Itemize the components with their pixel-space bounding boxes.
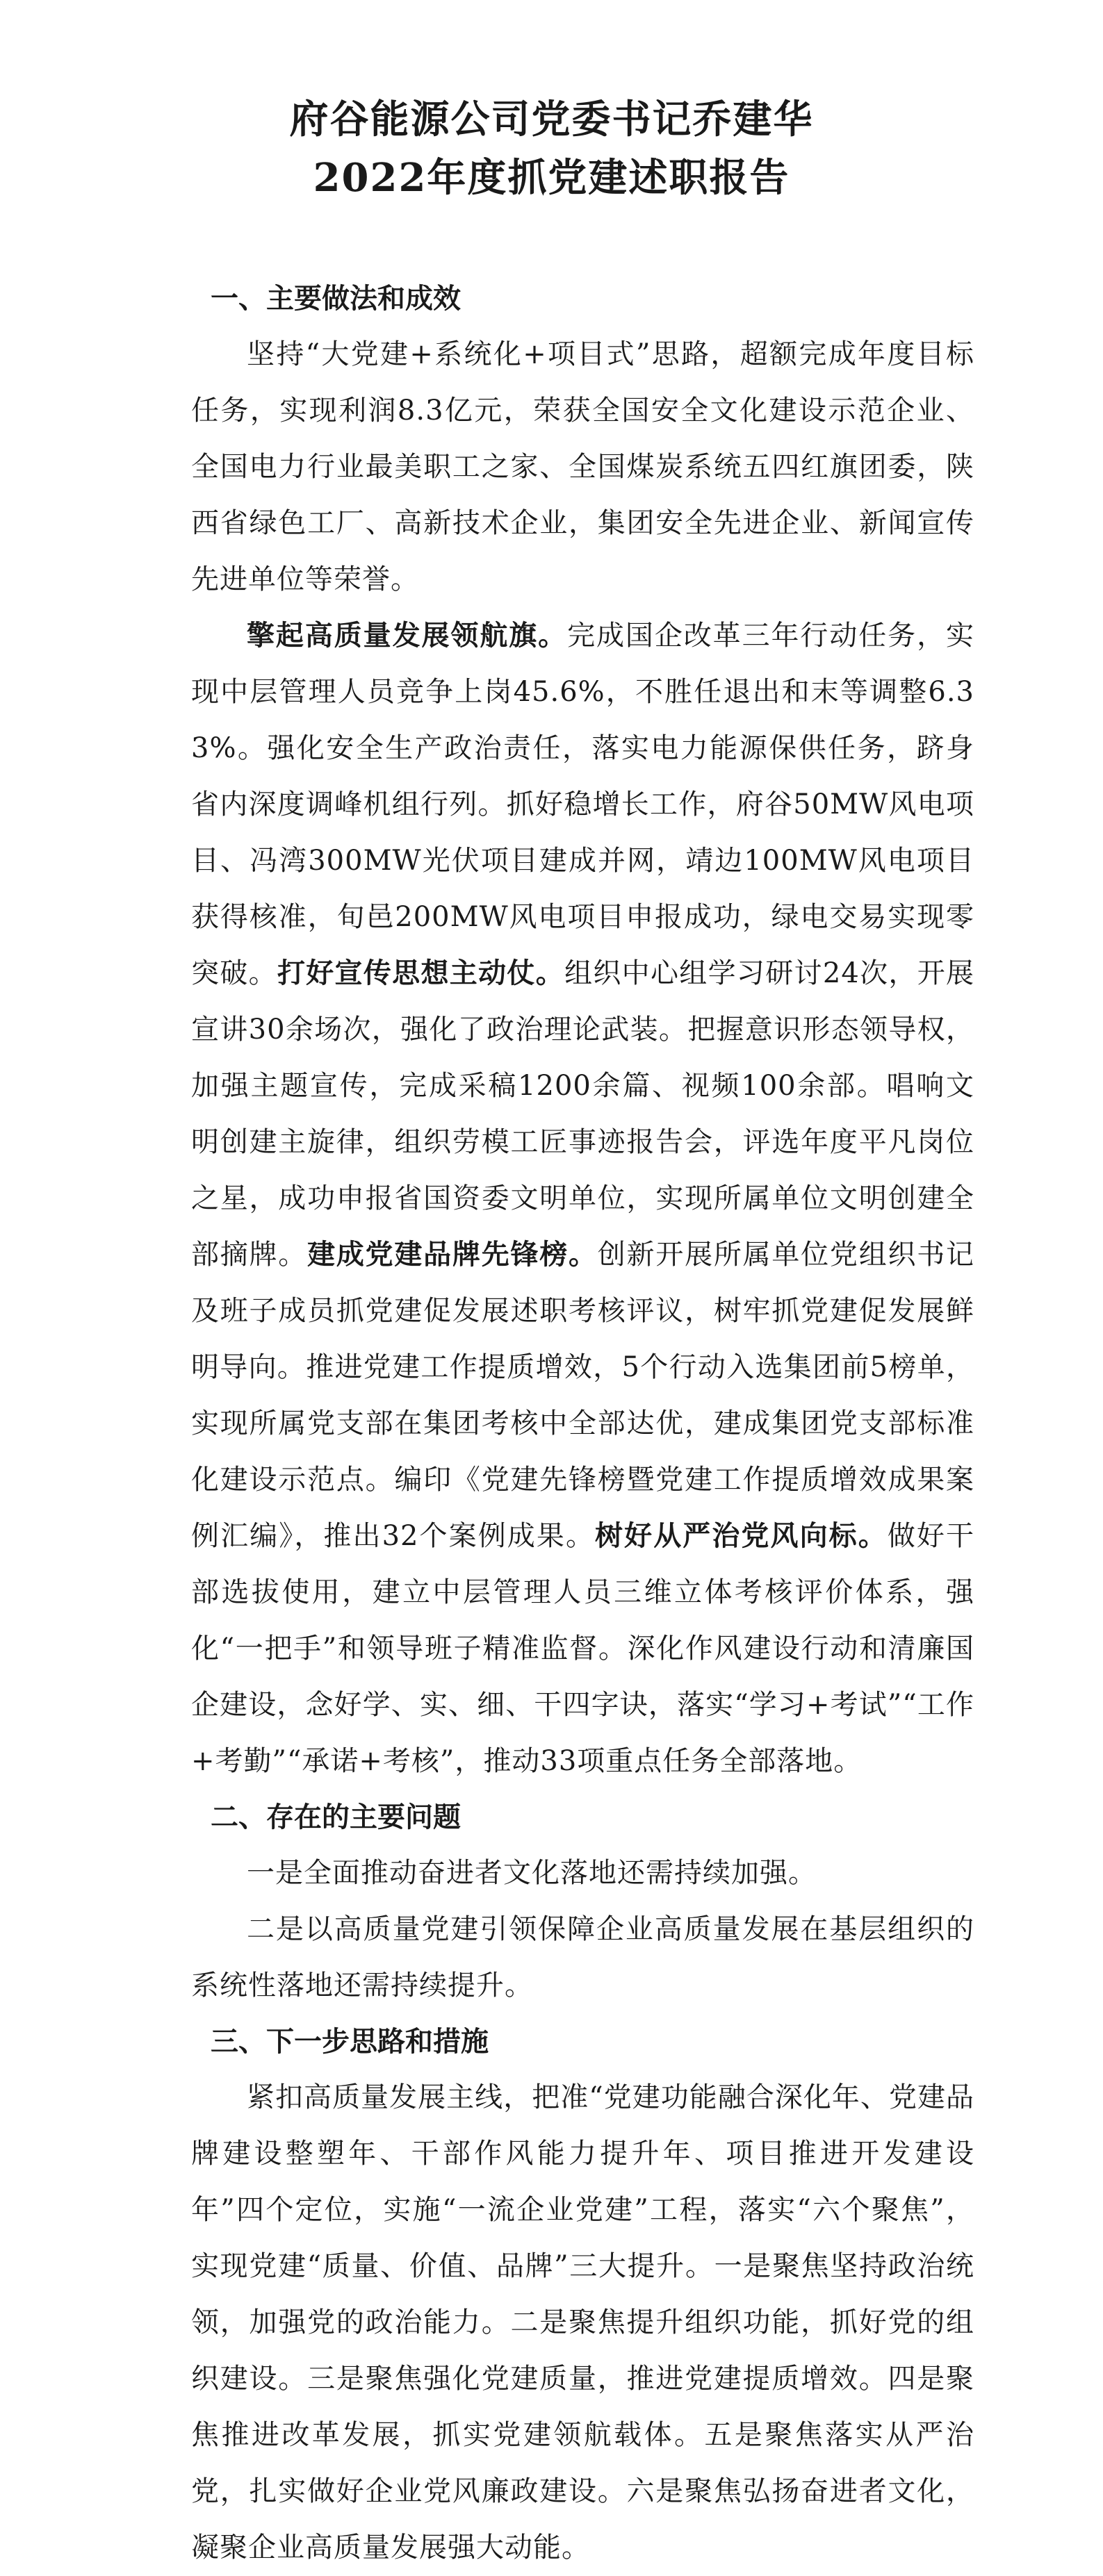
problem-item-2: 二是以高质量党建引领保障企业高质量发展在基层组织的系统性落地还需持续提升。 <box>191 1913 974 2001</box>
problem-item-1: 一是全面推动奋进者文化落地还需持续加强。 <box>247 1857 817 1889</box>
bold-lead-brand: 建成党建品牌先锋榜。 <box>307 1239 598 1271</box>
text-brand: 创新开展所属单位党组织书记及班子成员抓党建促发展述职考核评议，树牢抓党建促发展鲜明导向。推进党建工作提质增效，5个行动入选集团前5榜单，实现所属党支部在集团考核中全部达优，建成集团党支部标准化建设示范点。编印《党建先锋榜暨党建工作提质增效成果案例汇编》，推出32个案例成果。 <box>191 1239 975 1552</box>
title-line-1: 府谷能源公司党委书记乔建华 <box>289 97 814 142</box>
section-achievements <box>191 271 974 1790</box>
section-heading-problems: 二、存在的主要问题 <box>211 1801 461 1833</box>
paragraph-achievements <box>191 608 974 1790</box>
bold-lead-discipline: 树好从严治党风向标。 <box>595 1520 888 1552</box>
bold-lead-propaganda: 打好宣传思想主动仗。 <box>277 957 565 989</box>
paragraph-next-steps: 紧扣高质量发展主线，把准“党建功能融合深化年、党建品牌建设整塑年、干部作风能力提升年、项目推进开发建设年”四个定位，实施“一流企业党建”工程，落实“六个聚焦”，实现党建“质量、价值、品牌”三大提升。一是聚焦坚持政治统领，加强党的政治能力。二是聚焦提升组织功能，抓好党的组织建设。三是聚焦强化党建质量，推进党建提质增效。四是聚焦推进改革发展，抓实党建领航载体。五是聚焦落实从严治党，扎实做好企业党风廉政建设。六是聚焦弘扬奋进者文化，凝聚企业高质量发展强大动能。 <box>191 2081 974 2563</box>
text-discipline: 做好干部选拔使用，建立中层管理人员三维立体考核评价体系，强化“一把手”和领导班子精准监督。深化作风建设行动和清廉国企建设，念好学、实、细、干四字诀，落实“学习+考试”“工作+考勤”“承诺+考核”，推动33项重点任务全部落地。 <box>191 1520 975 1777</box>
section-heading-achievements: 一、主要做法和成效 <box>211 283 461 315</box>
section-next-steps <box>191 2014 974 2576</box>
title-line-2: 2022年度抓党建述职报告 <box>313 155 790 201</box>
text-propaganda: 组织中心组学习研讨24次，开展宣讲30余场次，强化了政治理论武装。把握意识形态领导权，加强主题宣传，完成采稿1200余篇、视频100余部。唱响文明创建主旋律，组织劳模工匠事迹报告会，评选年度平凡岗位之星，成功申报省国资委文明单位，实现所属单位文明创建全部摘牌。 <box>191 957 975 1271</box>
bold-lead-development: 擎起高质量发展领航旗。 <box>247 620 568 652</box>
text-development: 完成国企改革三年行动任务，实现中层管理人员竞争上岗45.6%，不胜任退出和末等调整6.33%。强化安全生产政治责任，落实电力能源保供任务，跻身省内深度调峰机组行列。抓好稳增长工作，府谷50MW风电项目、冯湾300MW光伏项目建成并网，靖边100MW风电项目获得核准，旬邑200MW风电项目申报成功，绿电交易实现零突破。 <box>191 620 975 989</box>
document-title <box>191 90 974 207</box>
section-heading-next-steps: 三、下一步思路和措施 <box>211 2026 489 2058</box>
paragraph-intro: 坚持“大党建+系统化+项目式”思路，超额完成年度目标任务，实现利润8.3亿元，荣获全国安全文化建设示范企业、全国电力行业最美职工之家、全国煤炭系统五四红旗团委，陕西省绿色工厂、高新技术企业，集团安全先进企业、新闻宣传先进单位等荣誉。 <box>191 338 974 595</box>
section-problems <box>191 1790 974 2014</box>
